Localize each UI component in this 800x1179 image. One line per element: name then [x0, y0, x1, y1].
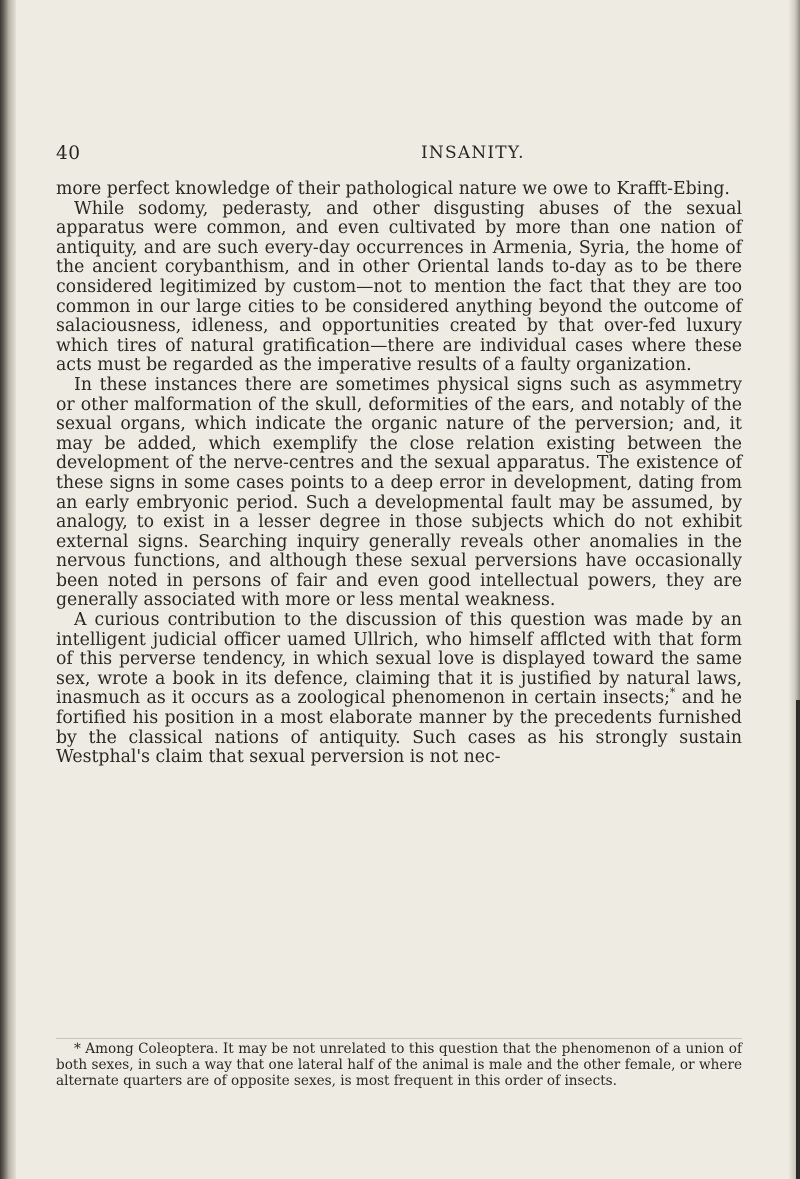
footnote-divider [56, 1038, 742, 1039]
paragraph-3: In these instances there are sometimes physical signs such as asymmetry or other malformation of the skull, deformities of the ears, and notably of the sexual organs, which indicate the organic nature of the perversion; and, it may be added, which exemplify the close relation existing between the development of the nerve-centres and the sexual apparatus. The existence of these signs in some cases points to a deep error in development, dating from an early embryonic period. Such a developmental fault may be assumed, by analogy, to exist in a lesser degree in those subjects which do not exhibit external signs. Searching inquiry generally reveals other anomalies in the nervous functions, and although these sexual perversions have occasionally been noted in persons of fair and even good intellectual powers, they are generally associated with more or less mental weakness. [56, 374, 742, 611]
paragraph-4 [56, 611, 742, 768]
footnote-reference: * [669, 686, 676, 700]
footnote-text: Among Coleoptera. It may be not unrelated to this question that the phenomenon of a union of both sexes, in such a way that one lateral half of the animal is male and the other female, or where alternate quarters are of opposite sexes, is most frequent in this order of insects. [56, 1041, 743, 1090]
page-number: 40 [56, 143, 81, 164]
footnote-marker: * [74, 1041, 81, 1057]
scan-edge-right-strip [796, 700, 800, 1179]
paragraph-4-part-2: and he fortified his position in a most elaborate manner by the precedents furnished by the classical nations of antiquity. Such cases as his strongly sustain Westphal's claim that sexual perversion is not nec- [56, 688, 742, 768]
paragraph-1: more perfect knowledge of their pathological nature we owe to Krafft-Ebing. [56, 179, 730, 199]
scan-edge-left [0, 0, 16, 1179]
paragraph-4-part-1: A curious contribution to the discussion of this question was made by an intelligent judicial officer uamed Ullrich, who himself afflcted with that form of this perverse tendency, in which sexual love is displayed toward the same sex, wrote a book in its defence, claiming that it is justified by natural laws, inasmuch as it occurs as a zoological phenomenon in certain insects; [56, 610, 742, 709]
paragraph-2: While sodomy, pederasty, and other disgusting abuses of the sexual apparatus were common, and even cultivated by more than one nation of antiquity, and are such every-day occurrences in Armenia, Syria, the home of the ancient corybanthism, and in other Oriental lands to-day as to be there considered legitimized by custom—not to mention the fact that they are too common in our large cities to be considered anything beyond the outcome of salaciousness, idleness, and opportunities created by that over-fed luxury which tires of natural gratification—there are individual cases where these acts must be regarded as the imperative results of a faulty organization. [56, 198, 742, 376]
body-text [56, 180, 742, 768]
page-header [56, 143, 746, 165]
running-head: INSANITY. [421, 143, 525, 163]
footnote [56, 1041, 742, 1090]
